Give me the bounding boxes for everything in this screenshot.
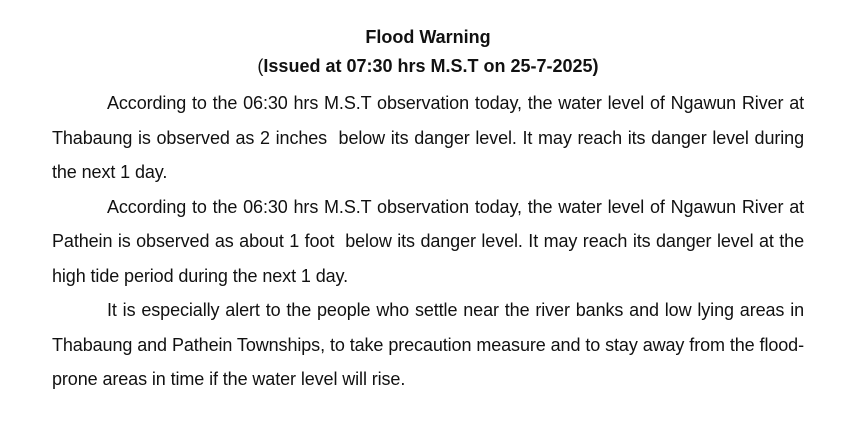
paragraph-thabaung: According to the 06:30 hrs M.S.T observation today, the water level of Ngawun River at Thabaung is observed as 2 inches below its danger level. It may reach its danger level during the next 1 day. bbox=[52, 93, 809, 182]
issued-text: Issued at 07:30 hrs M.S.T on 25-7-2025) bbox=[263, 56, 599, 76]
paragraph-pathein: According to the 06:30 hrs M.S.T observation today, the water level of Ngawun River at Pathein is observed as about 1 foot below its danger level. It may reach its danger level at the high tide period during the next 1 day. bbox=[52, 196, 809, 286]
paragraph-alert: It is especially alert to the people who settle near the river banks and low lying areas in Thabaung and Pathein Townships, to take precaution measure and to stay away from the flood-prone areas in time if the water level will rise. bbox=[52, 300, 804, 389]
issued-line bbox=[52, 53, 804, 86]
flood-warning-document bbox=[52, 24, 809, 397]
issued-open-paren: ( bbox=[257, 56, 264, 76]
document-title: Flood Warning bbox=[365, 27, 491, 47]
